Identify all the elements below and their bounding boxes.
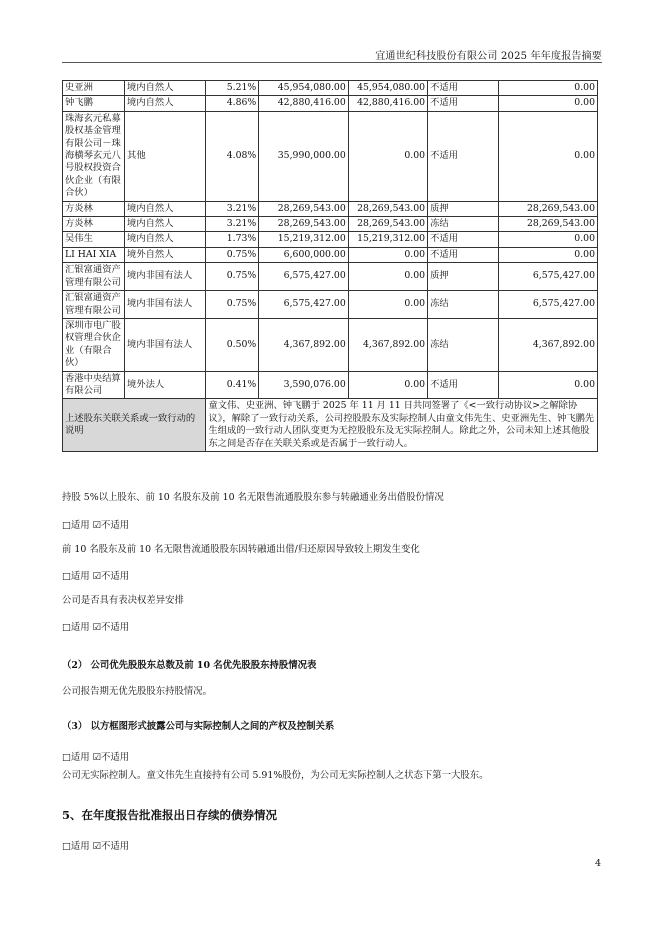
holder-pledge-count-cell: 0.00: [499, 247, 598, 262]
holder-nature-cell: 境内自然人: [125, 232, 206, 247]
related-note-label: 上述股东关联关系或一致行动的说明: [63, 399, 206, 452]
related-note-text: 童文伟、史亚洲、钟飞鹏于 2025 年 11 月 11 日共同签署了《<一致行动协议>之解除协议》，解除了一致行动关系，公司控股股东及实际控制人由童文伟先生、史亚洲先生、钟飞鹏先生组成的一致行动人团队变更为无控股股东及无实际控制人。除此之外，公司未知上述其他股东之间是否存在关联关系或是否属于一致行动人。: [206, 399, 598, 452]
holder-shares-cell: 3,590,076.00: [259, 371, 349, 399]
holder-name-cell: 钟飞鹏: [63, 96, 125, 111]
holder-name-cell: 香港中央结算有限公司: [63, 371, 125, 399]
bonds-option: □适用 ☑不适用: [62, 841, 130, 852]
holder-pledge-count-cell: 0.00: [499, 81, 598, 96]
table-row: [63, 111, 598, 201]
top-shareholders-table: [62, 80, 598, 452]
holder-name-cell: 珠海玄元私募股权基金管理有限公司－珠海横琴玄元八号股权投资合伙企业（有限合伙）: [63, 111, 125, 201]
holder-name-cell: 汇银富通资产管理有限公司: [63, 291, 125, 319]
holder-ratio-cell: 5.21%: [206, 81, 259, 96]
holder-restricted-cell: 28,269,543.00: [348, 217, 427, 232]
holder-nature-cell: 境内自然人: [125, 96, 206, 111]
holder-status-cell: 冻结: [428, 217, 499, 232]
holder-status-cell: 不适用: [428, 81, 499, 96]
holder-nature-cell: 其他: [125, 111, 206, 201]
holder-nature-cell: 境内非国有法人: [125, 263, 206, 291]
holder-pledge-count-cell: 28,269,543.00: [499, 201, 598, 216]
holder-ratio-cell: 3.21%: [206, 201, 259, 216]
holder-nature-cell: 境内自然人: [125, 201, 206, 216]
holder-ratio-cell: 0.41%: [206, 371, 259, 399]
holder-nature-cell: 境外法人: [125, 371, 206, 399]
holder-shares-cell: 6,575,427.00: [259, 291, 349, 319]
holder-status-cell: 质押: [428, 201, 499, 216]
table-row: [63, 318, 598, 371]
table-row: [63, 217, 598, 232]
holder-status-cell: 质押: [428, 263, 499, 291]
holder-ratio-cell: 4.08%: [206, 111, 259, 201]
holder-restricted-cell: 0.00: [348, 291, 427, 319]
holder-shares-cell: 28,269,543.00: [259, 217, 349, 232]
holder-ratio-cell: 1.73%: [206, 232, 259, 247]
preferred-heading: （2） 公司优先股股东总数及前 10 名优先股股东持股情况表: [62, 660, 317, 671]
holder-restricted-cell: 45,954,080.00: [348, 81, 427, 96]
change-option: □适用 ☑不适用: [62, 571, 130, 582]
lending-option: □适用 ☑不适用: [62, 520, 130, 531]
holder-ratio-cell: 3.21%: [206, 217, 259, 232]
holder-pledge-count-cell: 0.00: [499, 111, 598, 201]
holder-status-cell: 不适用: [428, 247, 499, 262]
holder-name-cell: 方炎林: [63, 201, 125, 216]
preferred-text: 公司报告期无优先股股东持股情况。: [62, 686, 213, 697]
holder-pledge-count-cell: 28,269,543.00: [499, 217, 598, 232]
holder-status-cell: 不适用: [428, 232, 499, 247]
holder-pledge-count-cell: 6,575,427.00: [499, 263, 598, 291]
holder-shares-cell: 6,600,000.00: [259, 247, 349, 262]
holder-name-cell: 汇银富通资产管理有限公司: [63, 263, 125, 291]
related-note-row: [63, 399, 598, 452]
holder-restricted-cell: 28,269,543.00: [348, 201, 427, 216]
holder-restricted-cell: 0.00: [348, 247, 427, 262]
holder-restricted-cell: 42,880,416.00: [348, 96, 427, 111]
voting-title: 公司是否具有表决权差异安排: [62, 595, 184, 606]
holder-restricted-cell: 0.00: [348, 111, 427, 201]
holder-name-cell: LI HAI XIA: [63, 247, 125, 262]
table-row: [63, 201, 598, 216]
holder-status-cell: 不适用: [428, 371, 499, 399]
change-title: 前 10 名股东及前 10 名无限售流通股股东因转融通出借/归还原因导致较上期发生变化: [62, 544, 420, 555]
shareholder-rows: [63, 81, 598, 399]
voting-option: □适用 ☑不适用: [62, 622, 130, 633]
holder-nature-cell: 境内自然人: [125, 81, 206, 96]
holder-shares-cell: 35,990,000.00: [259, 111, 349, 201]
holder-nature-cell: 境内非国有法人: [125, 291, 206, 319]
holder-shares-cell: 42,880,416.00: [259, 96, 349, 111]
holder-ratio-cell: 0.50%: [206, 318, 259, 371]
holder-status-cell: 冻结: [428, 291, 499, 319]
table-row: [63, 247, 598, 262]
header-divider: [62, 62, 602, 63]
holder-restricted-cell: 0.00: [348, 371, 427, 399]
holder-status-cell: 不适用: [428, 111, 499, 201]
control-heading: （3） 以方框图形式披露公司与实际控制人之间的产权及控制关系: [62, 721, 335, 732]
table-row: [63, 232, 598, 247]
holder-ratio-cell: 0.75%: [206, 291, 259, 319]
holder-name-cell: 吴伟生: [63, 232, 125, 247]
table-row: [63, 81, 598, 96]
holder-nature-cell: 境内自然人: [125, 217, 206, 232]
holder-ratio-cell: 0.75%: [206, 247, 259, 262]
holder-restricted-cell: 15,219,312.00: [348, 232, 427, 247]
holder-shares-cell: 28,269,543.00: [259, 201, 349, 216]
holder-ratio-cell: 0.75%: [206, 263, 259, 291]
holder-shares-cell: 4,367,892.00: [259, 318, 349, 371]
holder-pledge-count-cell: 0.00: [499, 232, 598, 247]
page-number: 4: [594, 858, 601, 869]
holder-status-cell: 冻结: [428, 318, 499, 371]
holder-restricted-cell: 4,367,892.00: [348, 318, 427, 371]
holder-pledge-count-cell: 4,367,892.00: [499, 318, 598, 371]
holder-restricted-cell: 0.00: [348, 263, 427, 291]
holder-name-cell: 深圳市电广股权管理合伙企业（有限合伙）: [63, 318, 125, 371]
table-row: [63, 263, 598, 291]
holder-pledge-count-cell: 6,575,427.00: [499, 291, 598, 319]
holder-nature-cell: 境内非国有法人: [125, 318, 206, 371]
holder-shares-cell: 6,575,427.00: [259, 263, 349, 291]
holder-shares-cell: 45,954,080.00: [259, 81, 349, 96]
holder-shares-cell: 15,219,312.00: [259, 232, 349, 247]
control-option: □适用 ☑不适用: [62, 752, 130, 763]
bonds-heading: 5、在年度报告批准报出日存续的债券情况: [62, 808, 277, 822]
holder-pledge-count-cell: 0.00: [499, 96, 598, 111]
holder-status-cell: 不适用: [428, 96, 499, 111]
table-row: [63, 371, 598, 399]
table-row: [63, 291, 598, 319]
table-row: [63, 96, 598, 111]
report-header-title: 宜通世纪科技股份有限公司 2025 年年度报告摘要: [375, 51, 602, 62]
holder-pledge-count-cell: 0.00: [499, 371, 598, 399]
holder-name-cell: 方炎林: [63, 217, 125, 232]
holder-ratio-cell: 4.86%: [206, 96, 259, 111]
lending-title: 持股 5%以上股东、前 10 名股东及前 10 名无限售流通股股东参与转融通业务出借股份情况: [62, 492, 444, 503]
holder-nature-cell: 境外自然人: [125, 247, 206, 262]
holder-name-cell: 史亚洲: [63, 81, 125, 96]
control-text: 公司无实际控制人。童文伟先生直接持有公司 5.91%股份，为公司无实际控制人之状态下第一大股东。: [62, 770, 489, 781]
